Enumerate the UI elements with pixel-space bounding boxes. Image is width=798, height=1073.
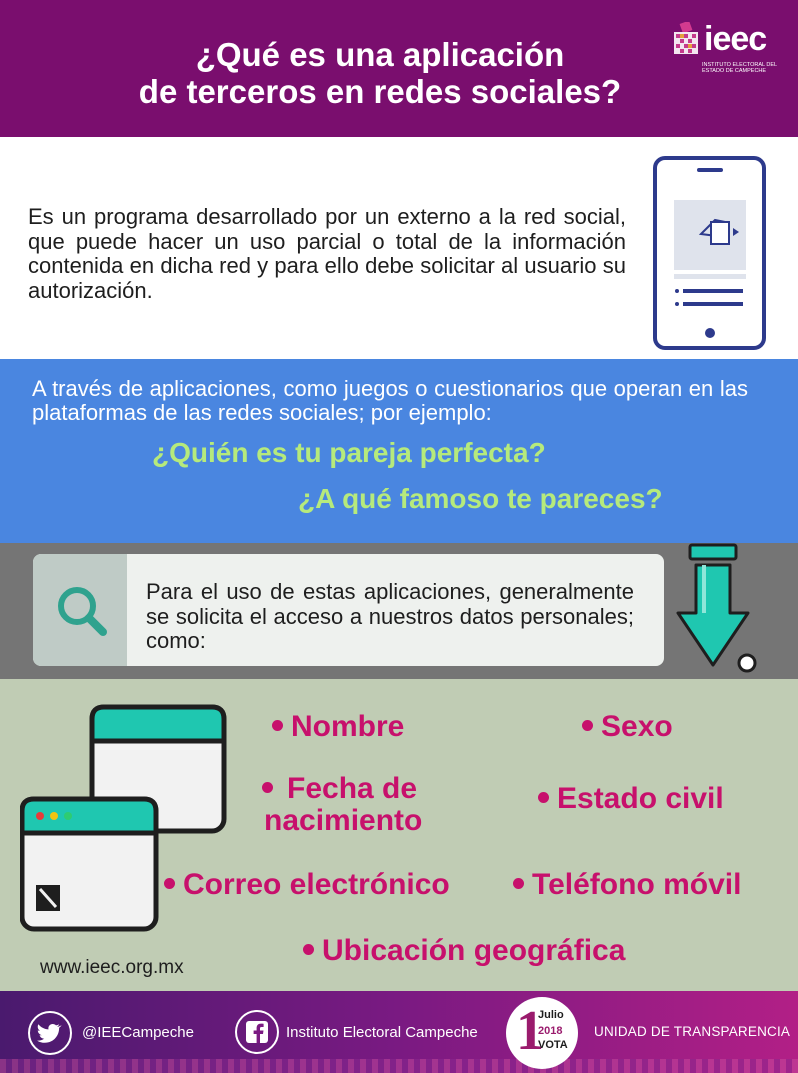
logo-subtitle: INSTITUTO ELECTORAL DEL ESTADO DE CAMPECHE: [702, 62, 777, 74]
footer-pattern: [0, 1059, 798, 1073]
website-link[interactable]: www.ieec.org.mx: [40, 957, 184, 978]
logo-wordmark: ieec: [704, 20, 767, 58]
data-item-fecha-nacimiento: Fecha de nacimiento: [264, 772, 423, 837]
intro-section: [0, 137, 798, 359]
examples-section: [0, 359, 798, 543]
vota-year: 2018: [538, 1025, 563, 1037]
vota-month: Julio: [538, 1009, 564, 1021]
examples-text: A través de aplicaciones, como juegos o cuestionarios que operan en las plataformas de las redes sociales; por ejemplo:: [32, 376, 748, 425]
bullet-icon: [303, 944, 314, 955]
facebook-page[interactable]: Instituto Electoral Campeche: [286, 1024, 478, 1041]
transparency-unit: UNIDAD DE TRANSPARENCIA: [594, 1024, 791, 1039]
data-item-telefono: Teléfono móvil: [513, 869, 741, 901]
smartphone-icon: [653, 156, 766, 350]
bullet-icon: [262, 782, 273, 793]
data-item-ubicacion: Ubicación geográfica: [303, 935, 625, 967]
access-text: Para el uso de estas aplicaciones, generalmente se solicita el acceso a nuestros datos personales; como:: [146, 579, 634, 653]
access-card: [33, 554, 664, 666]
data-item-estado-civil: Estado civil: [538, 783, 724, 815]
header-banner: [0, 0, 798, 137]
personal-data-section: [0, 679, 798, 991]
data-item-correo: Correo electrónico: [164, 869, 450, 901]
title-line-1: ¿Qué es una aplicación: [195, 36, 565, 73]
data-item-nombre: Nombre: [272, 711, 404, 743]
access-section: [0, 543, 798, 679]
title-line-2: de terceros en redes sociales?: [138, 73, 622, 110]
page-title: [60, 36, 700, 110]
twitter-icon[interactable]: [28, 1011, 72, 1055]
vota-word: VOTA: [538, 1039, 568, 1051]
vota-day: 1: [516, 1000, 544, 1062]
ballot-box-icon: [672, 22, 702, 56]
bullet-icon: [538, 792, 549, 803]
vota-badge: [506, 997, 578, 1069]
example-question-2: ¿A qué famoso te pareces?: [298, 483, 663, 514]
down-arrow-icon: [676, 543, 760, 677]
bullet-icon: [513, 878, 524, 889]
search-icon: [33, 554, 127, 666]
facebook-icon[interactable]: [235, 1010, 279, 1054]
footer: [0, 991, 798, 1073]
bullet-icon: [164, 878, 175, 889]
ieec-logo: [672, 20, 784, 90]
twitter-handle[interactable]: @IEECampeche: [82, 1024, 194, 1041]
example-question-1: ¿Quién es tu pareja perfecta?: [152, 437, 546, 468]
intro-text: Es un programa desarrollado por un externo a la red social, que puede hacer un uso parcial o total de la información contenida en dicha red y para ello debe solicitar al usuario su autorización.: [28, 204, 626, 303]
data-item-sexo: Sexo: [582, 711, 673, 743]
bullet-icon: [272, 720, 283, 731]
bullet-icon: [582, 720, 593, 731]
search-icon-box: [33, 554, 127, 666]
